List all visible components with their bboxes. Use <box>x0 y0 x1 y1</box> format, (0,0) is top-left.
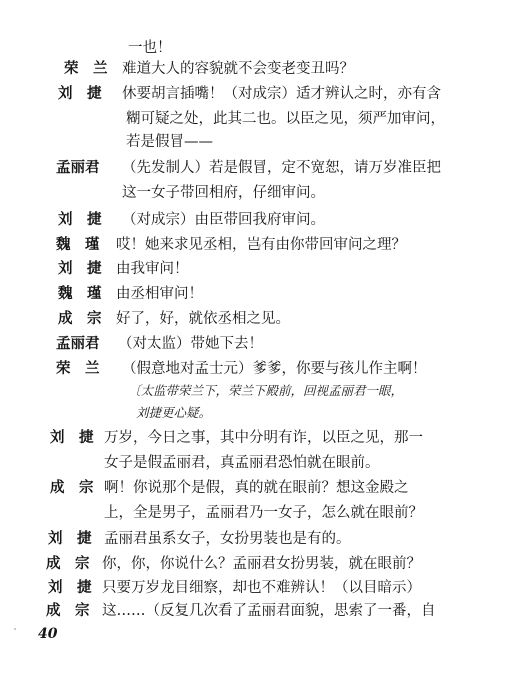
dialogue-text: 这一女子带回相府，仔细审问。 <box>122 185 325 201</box>
dialogue-text: 休要胡言插嘴！（对成宗）适才辨认之时，亦有含 <box>122 86 441 102</box>
script-line <box>0 182 506 206</box>
dialogue-text: （先发制人）若是假冒，定不宽恕，请万岁准臣把 <box>122 160 441 176</box>
dialogue-text: （假意地对孟士元）爹爹，你要与孩儿作主啊！ <box>122 361 427 377</box>
page-number: 40 <box>38 626 58 642</box>
speaker-name: 刘 捷 <box>50 429 94 446</box>
script-line <box>0 108 506 132</box>
script-line <box>0 234 506 258</box>
script-line <box>0 427 506 451</box>
dialogue-text: 女子是假孟丽君，真孟丽君恐怕就在眼前。 <box>104 455 380 471</box>
script-line <box>0 83 506 107</box>
script-line <box>0 402 506 426</box>
speaker-name: 荣 兰 <box>64 60 108 77</box>
script-line <box>0 209 506 233</box>
dialogue-text: （对成宗）由臣带回我府审问。 <box>122 212 325 228</box>
dialogue-text: 啊！你说那个是假，真的就在眼前？想这金殿之 <box>104 480 409 496</box>
script-line <box>0 380 506 404</box>
script-line <box>0 502 506 526</box>
dialogue-text: 难道大人的容貌就不会变老变丑吗？ <box>122 61 354 77</box>
dialogue-text: 糊可疑之处，此其二也。以臣之见，须严加审问， <box>126 111 445 127</box>
ink-speck <box>14 628 16 630</box>
script-line <box>0 358 506 382</box>
stage-direction: 〔太监带荣兰下，荣兰下殿前，回视孟丽君一眼， <box>128 383 404 398</box>
speaker-name: 孟丽君 <box>56 159 100 176</box>
dialogue-text: （对太监）带她下去！ <box>118 336 263 352</box>
speaker-name: 魏 瑾 <box>56 236 100 253</box>
dialogue-text: 一也！ <box>128 40 172 56</box>
script-line <box>0 452 506 476</box>
script-line <box>0 131 506 155</box>
dialogue-text: 由我审问！ <box>116 261 189 277</box>
script-line <box>0 333 506 357</box>
script-line <box>0 577 506 601</box>
speaker-name: 成 宗 <box>46 555 90 572</box>
speaker-name: 刘 捷 <box>48 579 92 596</box>
dialogue-text: 孟丽君虽系女子，女扮男装也是有的。 <box>104 531 351 547</box>
speaker-name: 荣 兰 <box>56 360 100 377</box>
ink-speck <box>258 244 261 247</box>
speaker-name: 魏 瑾 <box>58 285 102 302</box>
script-line <box>0 258 506 282</box>
speaker-name: 孟丽君 <box>56 335 100 352</box>
dialogue-text: 好了，好，就依丞相之见。 <box>116 311 290 327</box>
script-line <box>0 58 506 82</box>
script-line <box>0 308 506 332</box>
speaker-name: 刘 捷 <box>48 530 92 547</box>
script-line <box>0 477 506 501</box>
dialogue-text: 万岁，今日之事，其中分明有诈，以臣之见，那一 <box>104 430 423 446</box>
script-line <box>0 600 506 624</box>
stage-direction: 刘捷更心疑。 <box>136 405 212 420</box>
dialogue-text: 由丞相审问！ <box>116 286 203 302</box>
speaker-name: 成 宗 <box>58 310 102 327</box>
script-line <box>0 283 506 307</box>
dialogue-text: 哎！她来求见丞相，岂有由你带回审问之理？ <box>116 237 406 253</box>
speaker-name: 成 宗 <box>46 602 90 619</box>
speaker-name: 刘 捷 <box>58 211 102 228</box>
dialogue-text: 你，你，你说什么？孟丽君女扮男装，就在眼前？ <box>102 556 421 572</box>
script-line <box>0 528 506 552</box>
dialogue-text: 这……（反复几次看了孟丽君面貌，思索了一番，自 <box>102 603 436 619</box>
dialogue-text: 若是假冒—— <box>126 134 213 150</box>
speaker-name: 刘 捷 <box>58 260 102 277</box>
speaker-name: 刘 捷 <box>58 85 102 102</box>
speaker-name: 成 宗 <box>50 479 94 496</box>
dialogue-text: 只要万岁龙目细察，却也不难辨认！（以目暗示） <box>102 580 421 596</box>
dialogue-text: 上，全是男子，孟丽君乃一女子，怎么就在眼前？ <box>104 505 423 521</box>
script-line <box>0 553 506 577</box>
script-line <box>0 157 506 181</box>
